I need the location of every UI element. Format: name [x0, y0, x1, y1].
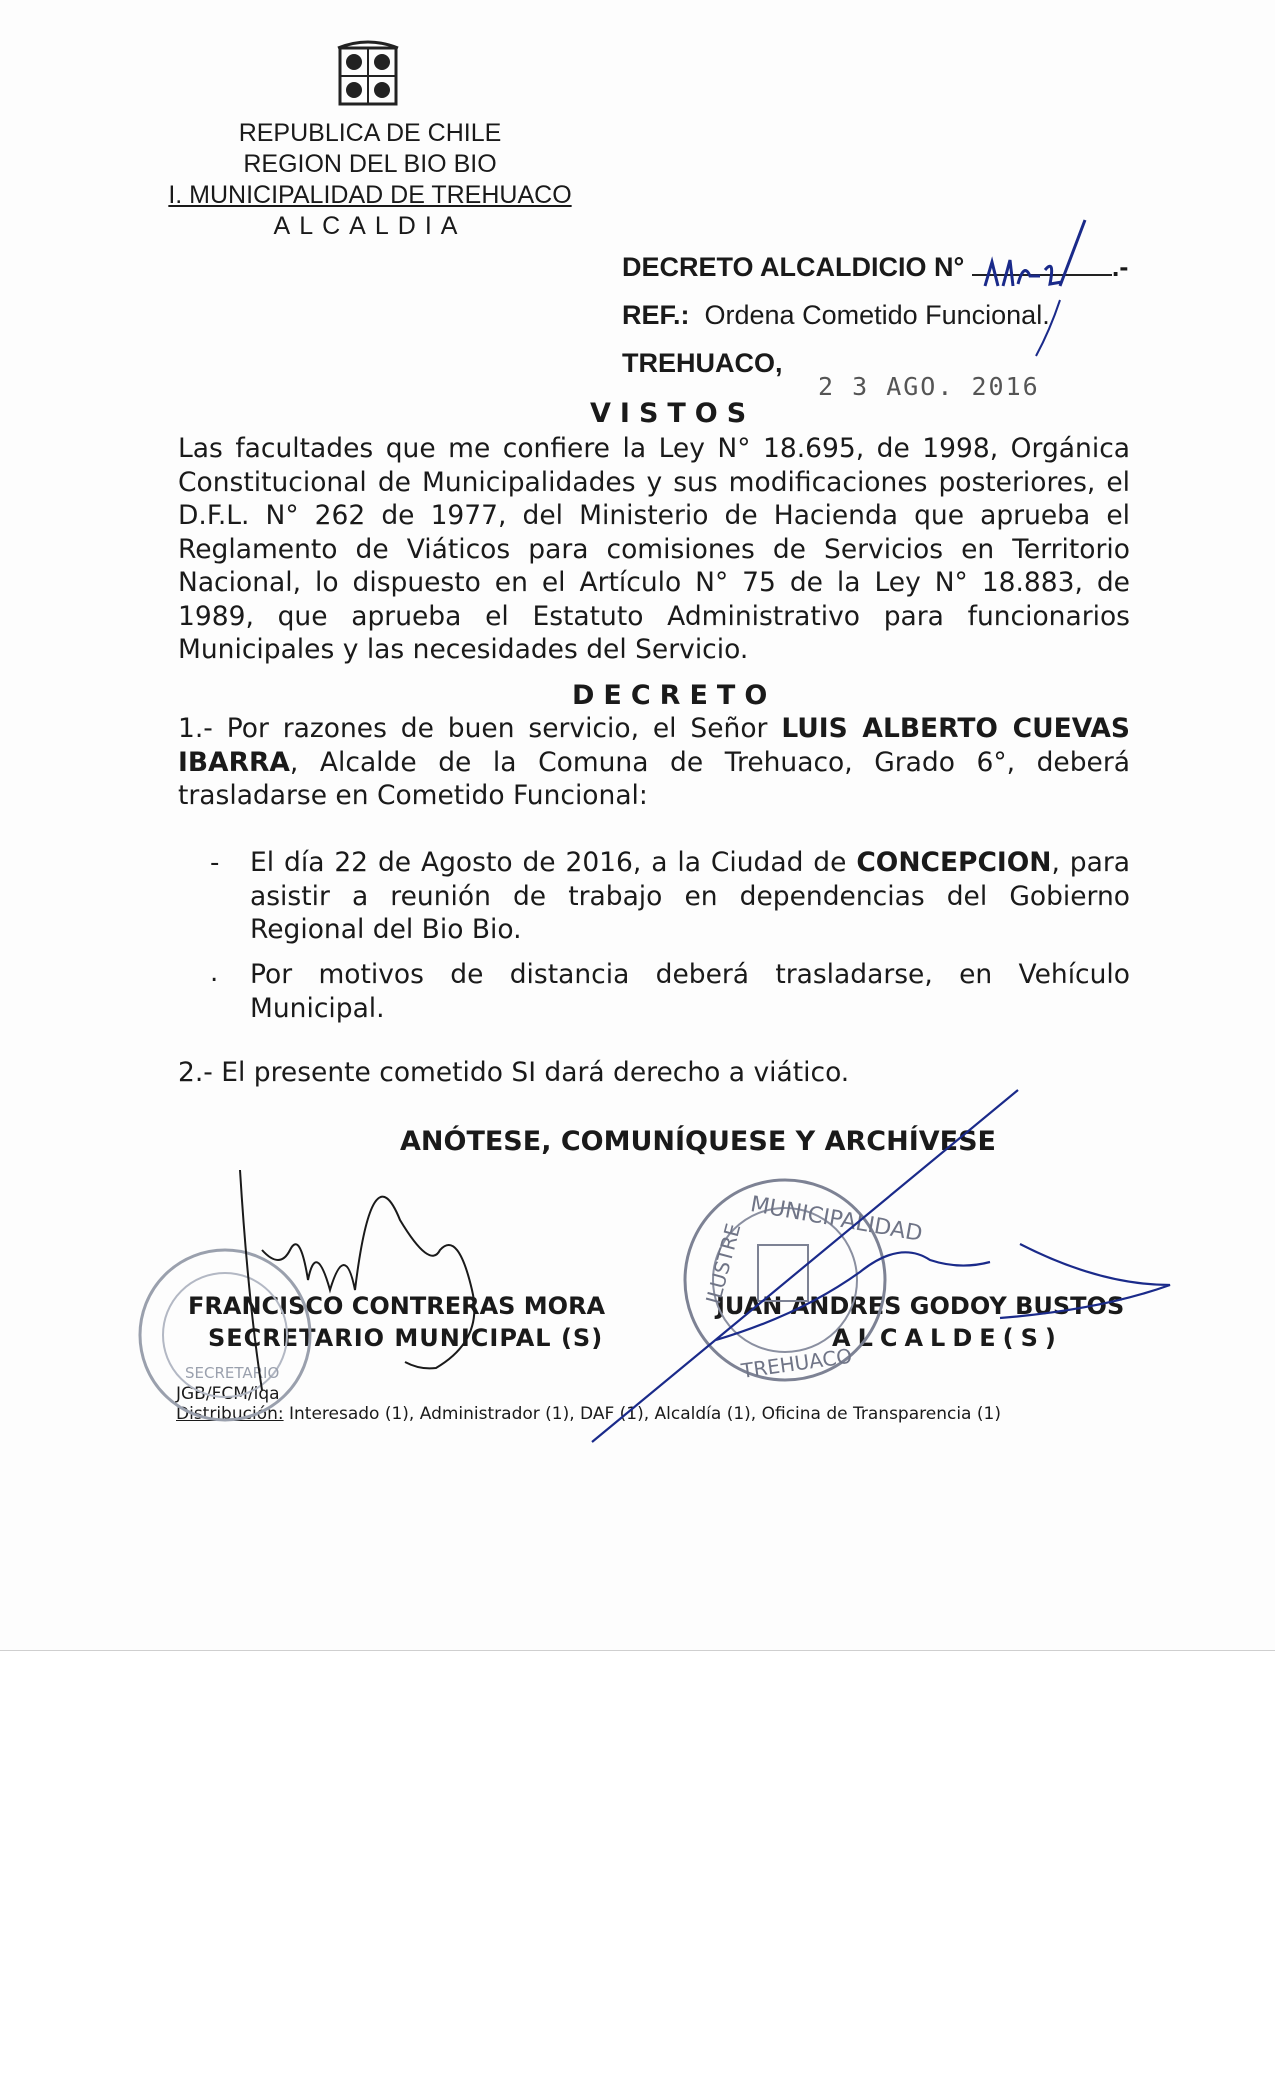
place-label: TREHUACO, — [622, 348, 783, 378]
bullet-1-text — [250, 846, 1130, 947]
p1-lead: 1.- Por razones de buen servicio, el Señor — [178, 713, 782, 744]
left-signatory-name: FRANCISCO CONTRERAS MORA — [188, 1292, 606, 1320]
bullet-1-lead: El día 22 de Agosto de 2016, a la Ciudad de — [250, 847, 857, 878]
right-stamp-top: MUNICIPALIDAD — [748, 1192, 925, 1247]
distribution-line — [176, 1404, 1001, 1424]
bullet-2-dash: . — [210, 958, 219, 988]
header-municipality: I. MUNICIPALIDAD DE TREHUACO — [168, 181, 572, 209]
right-signatory-name: JUAN ANDRES GODOY BUSTOS — [716, 1292, 1125, 1320]
official-name: LUIS ALBERTO CUEVAS IBARRA — [178, 713, 1130, 778]
left-signatory-title: SECRETARIO MUNICIPAL (S) — [208, 1324, 604, 1352]
decreto-paragraph-1 — [178, 712, 1130, 813]
municipality-seal-icon — [685, 1180, 924, 1383]
destination-city: CONCEPCION — [856, 847, 1052, 878]
decree-label: DECRETO ALCALDICIO N° — [622, 252, 965, 282]
date-stamp: 2 3 AGO. 2016 — [818, 372, 1040, 401]
right-stamp-bottom: TREHUACO — [739, 1343, 854, 1383]
decree-suffix: .- — [1111, 252, 1129, 282]
right-signatory-title: ALCALDE(S) — [832, 1324, 1063, 1352]
ref-label: REF.: — [622, 300, 690, 330]
bullet-2-text: Por motivos de distancia deberá trasladarse, en Vehículo Municipal. — [250, 959, 1130, 1024]
secretary-signature — [240, 1170, 474, 1390]
vistos-title: VISTOS — [590, 398, 756, 429]
distribution-label: Distribución: — [176, 1404, 284, 1424]
header-country: REPUBLICA DE CHILE — [238, 119, 502, 147]
decree-number-line — [622, 252, 1128, 283]
municipal-crest-icon — [330, 38, 406, 108]
bullet-1-dash: - — [210, 848, 220, 878]
closing-formula: ANÓTESE, COMUNÍQUESE Y ARCHÍVESE — [400, 1126, 996, 1157]
ref-text: Ordena Cometido Funcional. — [704, 300, 1050, 330]
left-stamp-text: SECRETARIO — [185, 1364, 280, 1382]
right-stamp-left: ILUSTRE — [700, 1220, 746, 1307]
decree-number-blank — [972, 252, 1112, 276]
decreto-paragraph-2: 2.- El presente cometido SI dará derecho a viático. — [178, 1057, 850, 1088]
header-office: ALCALDIA — [273, 212, 467, 240]
initials: JGB/FCM/lqa — [176, 1384, 280, 1404]
header-region: REGION DEL BIO BIO — [243, 150, 497, 178]
decreto-title: DECRETO — [572, 680, 777, 711]
bullet-1-rest: , para asistir a reunión de trabajo en dependencias del Gobierno Regional del Bio Bio. — [250, 847, 1131, 945]
vistos-paragraph: Las facultades que me confiere la Ley N° 18.695, de 1998, Orgánica Constitucional de Municipalidades y sus modificaciones posteriores, el D.F.L. N° 262 de 1977, del Ministerio de Hacienda que aprueba el Reglamento de Viáticos para comisiones de Servicios en Territorio Nacional, lo dispuesto en el Artículo N° 75 de la Ley N° 18.883, de 1989, que aprueba el Estatuto Administrativo para funcionarios Municipales y las necesidades del Servicio. — [178, 433, 1130, 665]
p1-rest: , Alcalde de la Comuna de Trehuaco, Grado 6°, deberá trasladarse en Cometido Funcional: — [178, 746, 1130, 811]
reference-line — [622, 300, 1050, 331]
distribution-text: Interesado (1), Administrador (1), DAF (1), Alcaldía (1), Oficina de Transparencia (1) — [283, 1404, 1001, 1424]
